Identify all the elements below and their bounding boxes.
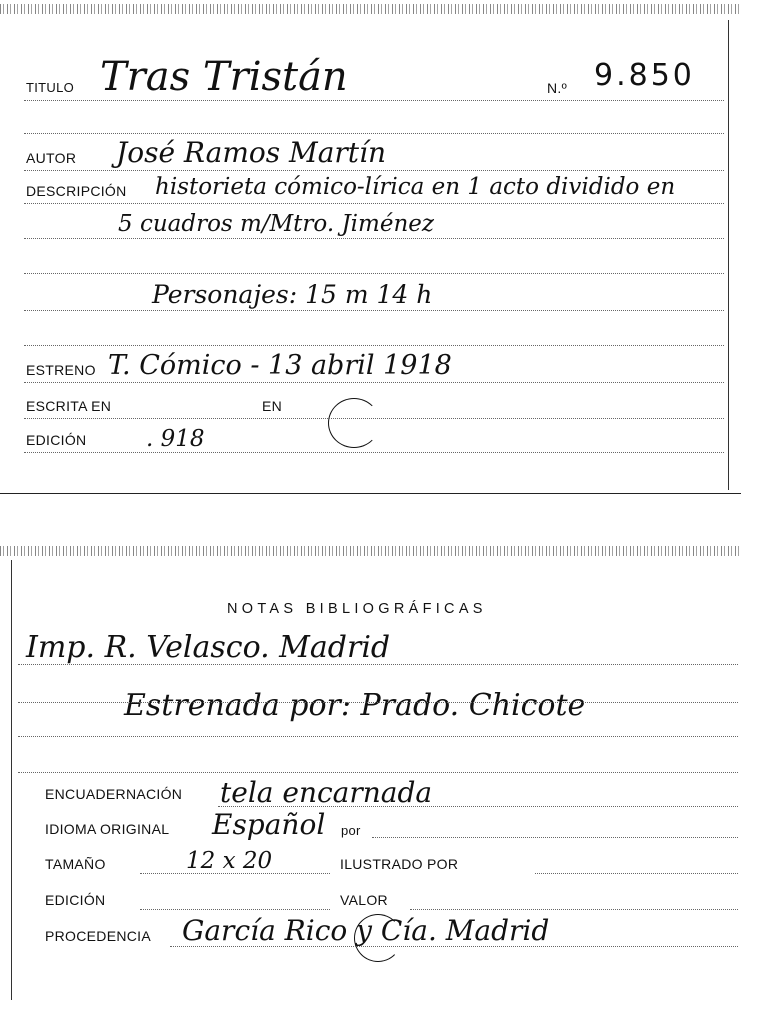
catalog-card-back (0, 540, 741, 1028)
ink-stamp-circle (328, 398, 380, 448)
dotted-line (24, 345, 724, 346)
dotted-line (24, 100, 724, 101)
tamano-label: TAMAÑO (45, 856, 106, 872)
descripcion-label: DESCRIPCIÓN (26, 183, 127, 199)
dotted-line (24, 382, 724, 383)
note-line-1: Imp. R. Velasco. Madrid (26, 630, 391, 665)
autor-label: AUTOR (26, 150, 77, 166)
dotted-line (24, 418, 724, 419)
notas-heading: NOTAS BIBLIOGRÁFICAS (227, 601, 487, 617)
personajes-note: Personajes: 15 m 14 h (152, 280, 433, 309)
encuadernacion-label: ENCUADERNACIÓN (45, 786, 183, 802)
numero-value: 9.850 (594, 58, 695, 93)
titulo-value: Tras Tristán (100, 54, 348, 100)
scan-noise-strip (0, 546, 741, 556)
numero-label: N.º (547, 80, 568, 96)
por-label: por (341, 823, 361, 838)
procedencia-value: García Rico y Cía. Madrid (182, 914, 550, 947)
dotted-line (24, 273, 724, 274)
edicion-label: EDICIÓN (26, 432, 87, 448)
note-line-2: Estrenada por: Prado. Chicote (124, 688, 586, 723)
dotted-line (18, 702, 738, 703)
escrita-en-label: ESCRITA EN (26, 398, 112, 414)
tamano-value: 12 x 20 (186, 848, 273, 874)
dotted-line (24, 203, 724, 204)
estreno-label: ESTRENO (26, 362, 96, 378)
ilustrado-por-label: ILUSTRADO POR (340, 856, 459, 872)
dotted-line (18, 664, 738, 665)
estreno-value: T. Cómico - 13 abril 1918 (108, 350, 452, 381)
card-edge-line (11, 560, 12, 1000)
dotted-line (140, 909, 330, 910)
dotted-line (18, 772, 738, 773)
valor-label: VALOR (340, 892, 388, 908)
edicion-label: EDICIÓN (45, 892, 106, 908)
dotted-line (24, 452, 724, 453)
dotted-line (410, 909, 738, 910)
edicion-value: . 918 (146, 426, 205, 452)
dotted-line (24, 133, 724, 134)
ink-stamp-circle (354, 914, 402, 962)
descripcion-line2: 5 cuadros m/Mtro. Jiménez (118, 211, 434, 237)
dotted-line (18, 736, 738, 737)
dotted-line (24, 238, 724, 239)
descripcion-line1: historieta cómico-lírica en 1 acto dividido en (155, 174, 676, 200)
idioma-original-label: IDIOMA ORIGINAL (45, 821, 170, 837)
dotted-line (24, 170, 724, 171)
procedencia-label: PROCEDENCIA (45, 928, 151, 944)
idioma-original-value: Español (212, 808, 326, 841)
titulo-label: TITULO (26, 80, 75, 95)
dotted-line (372, 837, 738, 838)
en-label: EN (262, 398, 283, 414)
dotted-line (218, 806, 738, 807)
scan-noise-strip (0, 4, 741, 14)
autor-value: José Ramos Martín (116, 136, 387, 169)
dotted-line (170, 946, 738, 947)
card-edge-line (728, 20, 729, 490)
dotted-line (140, 873, 330, 874)
catalog-card-front (0, 0, 741, 494)
dotted-line (24, 310, 724, 311)
dotted-line (535, 873, 738, 874)
encuadernacion-value: tela encarnada (220, 776, 433, 809)
